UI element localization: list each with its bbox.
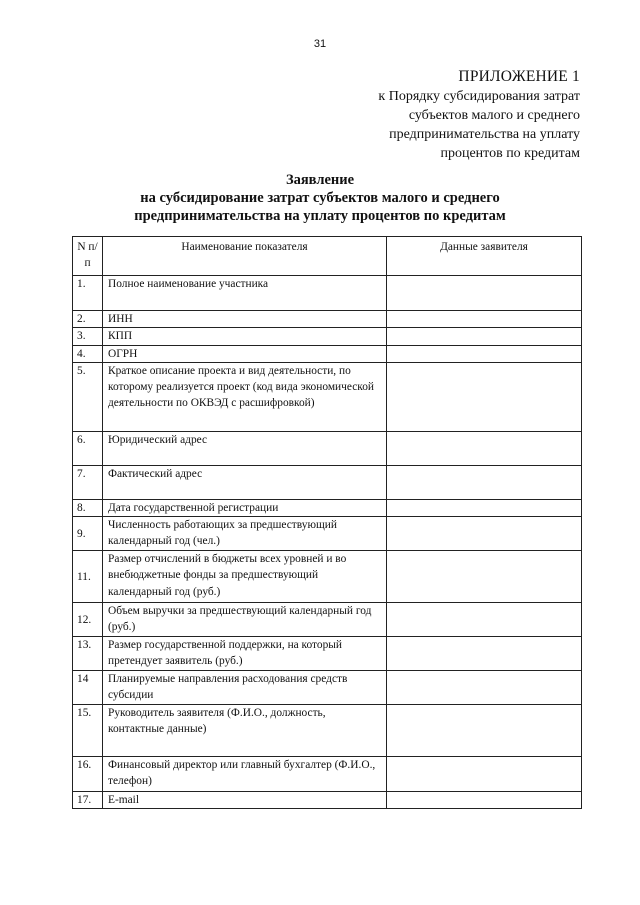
row-indicator: Объем выручки за предшествующий календарный год (руб.) — [103, 603, 387, 637]
row-value[interactable] — [387, 362, 582, 431]
row-value[interactable] — [387, 345, 582, 362]
row-number: 9. — [73, 517, 103, 551]
row-number: 12. — [73, 603, 103, 637]
document-title-line: предпринимательства на уплату процентов по кредитам — [134, 208, 506, 224]
annex-block — [280, 67, 580, 163]
table-row — [73, 671, 582, 705]
document-title — [0, 171, 640, 225]
row-number: 8. — [73, 499, 103, 516]
row-indicator: Краткое описание проекта и вид деятельности, по которому реализуется проект (код вида экономической деятельности по ОКВЭД с расшифровкой) — [103, 362, 387, 431]
row-number: 16. — [73, 757, 103, 792]
row-value[interactable] — [387, 431, 582, 465]
table-row — [73, 517, 582, 551]
row-indicator: КПП — [103, 328, 387, 345]
row-value[interactable] — [387, 792, 582, 809]
annex-line: к Порядку субсидирования затрат — [378, 89, 580, 104]
row-value[interactable] — [387, 311, 582, 328]
table-row — [73, 362, 582, 431]
row-indicator: ОГРН — [103, 345, 387, 362]
row-indicator: Фактический адрес — [103, 465, 387, 499]
row-indicator: Дата государственной регистрации — [103, 499, 387, 516]
row-number: 6. — [73, 431, 103, 465]
table-row — [73, 431, 582, 465]
row-indicator: Финансовый директор или главный бухгалтер (Ф.И.О., телефон) — [103, 757, 387, 792]
row-number: 17. — [73, 792, 103, 809]
table-row — [73, 551, 582, 603]
table-row — [73, 328, 582, 345]
row-number: 2. — [73, 311, 103, 328]
header-number: N п/п — [73, 237, 103, 276]
row-value[interactable] — [387, 276, 582, 311]
header-applicant-data: Данные заявителя — [387, 237, 582, 276]
row-value[interactable] — [387, 551, 582, 603]
row-number: 5. — [73, 362, 103, 431]
table-row — [73, 705, 582, 757]
row-indicator: Численность работающих за предшествующий календарный год (чел.) — [103, 517, 387, 551]
table-row — [73, 603, 582, 637]
table-row — [73, 311, 582, 328]
table-row — [73, 792, 582, 809]
row-number: 11. — [73, 551, 103, 603]
row-value[interactable] — [387, 705, 582, 757]
row-indicator: ИНН — [103, 311, 387, 328]
table-row — [73, 637, 582, 671]
row-indicator: Планируемые направления расходования средств субсидии — [103, 671, 387, 705]
row-value[interactable] — [387, 499, 582, 516]
annex-title: ПРИЛОЖЕНИЕ 1 — [458, 68, 580, 85]
table-row — [73, 465, 582, 499]
row-value[interactable] — [387, 757, 582, 792]
table-header-row — [73, 237, 582, 276]
header-indicator: Наименование показателя — [103, 237, 387, 276]
annex-line: предпринимательства на уплату — [389, 127, 580, 142]
page-number: 31 — [313, 38, 327, 50]
table-row — [73, 757, 582, 792]
row-number: 3. — [73, 328, 103, 345]
application-form-table — [72, 236, 582, 809]
table-row — [73, 276, 582, 311]
document-title-line: Заявление — [285, 172, 355, 188]
row-number: 13. — [73, 637, 103, 671]
row-number: 4. — [73, 345, 103, 362]
row-indicator: Полное наименование участника — [103, 276, 387, 311]
row-value[interactable] — [387, 465, 582, 499]
row-value[interactable] — [387, 328, 582, 345]
annex-line: процентов по кредитам — [440, 146, 580, 161]
table-row — [73, 499, 582, 516]
row-value[interactable] — [387, 671, 582, 705]
row-number: 15. — [73, 705, 103, 757]
document-title-line: на субсидирование затрат субъектов малого и среднего — [140, 190, 500, 206]
row-indicator: E-mail — [103, 792, 387, 809]
row-number: 14 — [73, 671, 103, 705]
table-row — [73, 345, 582, 362]
row-indicator: Размер отчислений в бюджеты всех уровней и во внебюджетные фонды за предшествующий календарный год (руб.) — [103, 551, 387, 603]
row-value[interactable] — [387, 637, 582, 671]
row-number: 1. — [73, 276, 103, 311]
row-number: 7. — [73, 465, 103, 499]
row-value[interactable] — [387, 603, 582, 637]
row-value[interactable] — [387, 517, 582, 551]
row-indicator: Юридический адрес — [103, 431, 387, 465]
row-indicator: Руководитель заявителя (Ф.И.О., должность, контактные данные) — [103, 705, 387, 757]
row-indicator: Размер государственной поддержки, на который претендует заявитель (руб.) — [103, 637, 387, 671]
annex-line: субъектов малого и среднего — [408, 108, 580, 123]
